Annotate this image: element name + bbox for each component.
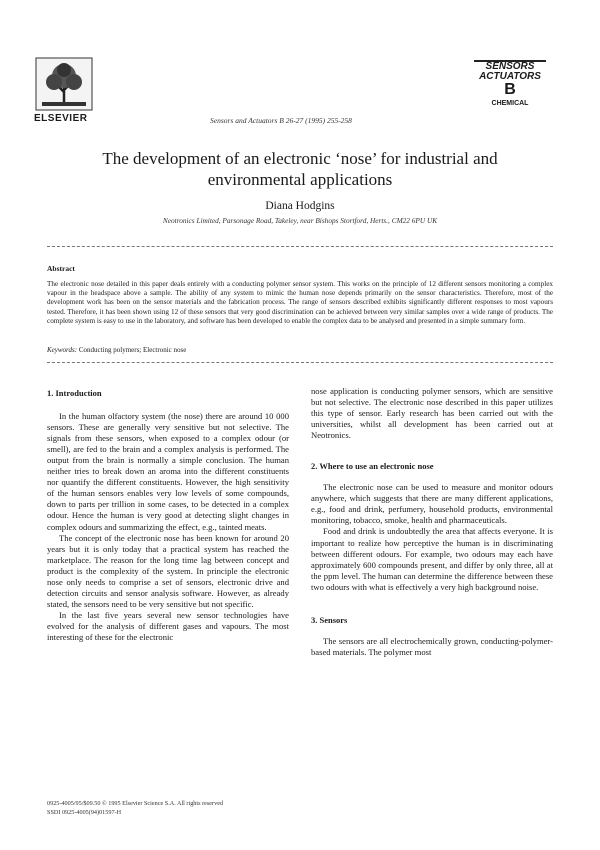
keywords-line <box>47 346 186 354</box>
section-heading-introduction: 1. Introduction <box>47 388 102 398</box>
elsevier-tree-logo <box>34 56 94 112</box>
copyright-line: 0925-4005/95/$09.50 © 1995 Elsevier Science S.A. All rights reserved <box>47 800 224 807</box>
author-name: Diana Hodgins <box>265 200 335 212</box>
journal-logo-line2: ACTUATORS <box>479 71 541 82</box>
journal-logo-subtitle: CHEMICAL <box>491 100 529 107</box>
sensors-paragraph-1: The sensors are all electrochemically grown, conducting-polymer-based materials. The polymer most <box>311 635 553 657</box>
abstract-text: The electronic nose detailed in this paper deals entirely with a conducting polymer sensor system. This works on the principle of 12 different sensors monitoring a complex vapour in the headspace above a sample. The ability of any system to mimic the human nose depends primarily on the sensor characteristics. Therefore, most of the development work has been on the sensor materials and the fabrication process. The range of sensors described exhibits significantly different responses to most vapours tested. Therefore, it has been shown using 12 of these sensors that very good discrimination can be achieved between very similar samples over a wide range of products. The complete system is easy to use in the laboratory, and software has been developed to enable the complex data to be analysed and presented in a simple summary form. <box>47 280 553 325</box>
section-heading-sensors: 3. Sensors <box>311 614 348 625</box>
intro-paragraph-2: The concept of the electronic nose has been known for around 20 years but it is only today that a practical system has reached the marketplace. The reason for the long time lag between concept and product is the complexity of the system. In principle the electronic nose only needs to comprise a set of sensors, electronic drive and detection circuits and sensor analysis software. However, as already stated, the sensors need to be very sensitive but not specific. <box>47 532 289 609</box>
section-heading-where: 2. Where to use an electronic nose <box>311 461 434 472</box>
where-paragraph-2: Food and drink is undoubtedly the area that affects everyone. It is important to realize how perceptive the human is in discriminating between different odours. For example, two odours may each have approximately 600 compounds present, and differ by only three, all at the ppm level. The human can determine the difference between these two odours with what is effectively a very high background noise. <box>311 526 553 592</box>
journal-citation: Sensors and Actuators B 26-27 (1995) 255-258 <box>210 116 352 125</box>
paper-title-line2: environmental applications <box>207 170 393 189</box>
paper-title <box>0 148 600 190</box>
left-column <box>47 388 289 643</box>
divider-bottom <box>47 362 553 363</box>
copyright-footer <box>47 800 223 817</box>
publisher-name: ELSEVIER <box>34 113 88 124</box>
where-paragraph-1: The electronic nose can be used to measure and monitor odours anywhere, which suggests that there are many different applications, e.g., food and drink, perfumery, household products, environmental monitoring, tobacco, smoke, health and pharmaceuticals. <box>311 482 553 526</box>
journal-logo-letter: B <box>504 81 516 98</box>
right-column <box>311 386 553 658</box>
journal-logo-line1: SENSORS <box>485 61 535 72</box>
author-affiliation: Neotronics Limited, Parsonage Road, Takeley, near Bishops Stortford, Herts., CM22 6PU UK <box>162 216 438 225</box>
journal-logo <box>468 60 552 107</box>
intro-paragraph-3: In the last five years several new sensor technologies have evolved for the analysis of different gases and vapours. The most interesting of these for the electronic <box>47 609 289 642</box>
right-paragraph-continued: nose application is conducting polymer sensors, which are sensitive but not selective. The electronic nose described in this paper utilizes this type of sensor. Early research has been carried out with the universities, whilst all development has been carried out at Neotronics. <box>311 386 553 441</box>
abstract-heading: Abstract <box>47 264 75 273</box>
keywords-values: Conducting polymers; Electronic nose <box>78 346 187 354</box>
paper-title-line1: The development of an electronic ‘nose’ for industrial and <box>102 149 498 168</box>
keywords-label: Keywords: <box>47 346 78 354</box>
divider-top <box>47 246 553 247</box>
intro-paragraph-1: In the human olfactory system (the nose) there are around 10 000 sensors. These are generally very sensitive but not selective. The signals from these sensors, when exposed to a complex odour (or smell), are fed to the brain and a complex analysis is performed. The output from the brain is normally a simple conclusion. The human neither tries to break down an aroma into the different constituents nor quantify the different constituents. However, the high sensitivity of the human sensors enables very low levels of some compounds, down to parts per trillion in some cases, to be detected in a complex odour. Hence the human is very good at detecting slight changes in complex odours and summarizing the effect, e.g., tainted meats. <box>47 411 289 532</box>
ssdi-line: SSDI 0925-4005(94)01597-H <box>47 808 122 816</box>
